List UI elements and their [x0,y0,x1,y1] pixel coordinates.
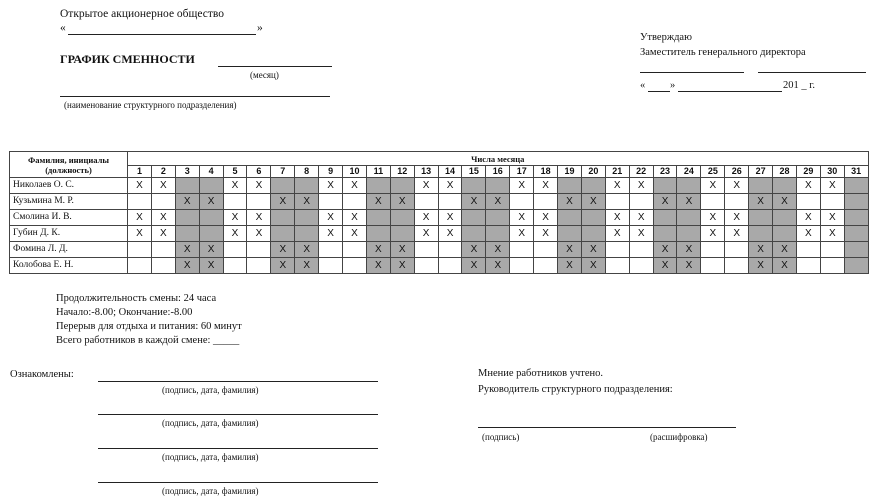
shift-cell [295,210,319,226]
shift-cell [796,194,820,210]
shift-cell [773,210,797,226]
shift-cell: X [605,178,629,194]
shift-cell: X [223,226,247,242]
date-year: 201 _ г. [783,80,815,91]
employee-name: Смолина И. В. [10,210,128,226]
date-month-line [678,91,782,92]
shift-cell [414,258,438,274]
acquainted-hint-1: (подпись, дата, фамилия) [162,385,259,395]
shift-cell: X [151,210,175,226]
shift-cell [247,194,271,210]
manager-decode-hint: (расшифровка) [650,432,708,442]
shift-cell: X [796,226,820,242]
shift-cell: X [820,210,844,226]
shift-cell [343,194,367,210]
employee-row [10,178,869,194]
shift-cell: X [390,242,414,258]
shift-cell [725,242,749,258]
shift-cell: X [462,242,486,258]
shift-cell [558,178,582,194]
shift-cell: X [343,210,367,226]
acquainted-hint-4: (подпись, дата, фамилия) [162,486,259,496]
shift-cell: X [653,258,677,274]
employee-row [10,226,869,242]
shift-cell: X [319,226,343,242]
shift-cell: X [796,178,820,194]
shift-cell: X [510,178,534,194]
shift-cell: X [199,242,223,258]
shift-cell [605,194,629,210]
day-number: 9 [319,166,343,178]
shift-cell: X [295,242,319,258]
day-number: 5 [223,166,247,178]
employee-name: Колобова Е. Н. [10,258,128,274]
manager-sign-line [478,427,736,428]
shift-cell: X [343,226,367,242]
shift-cell [820,258,844,274]
shift-cell: X [677,194,701,210]
approved-label: Утверждаю [640,32,692,43]
shift-cell [749,210,773,226]
shift-cell [271,226,295,242]
shift-cell [414,194,438,210]
shift-cell [366,178,390,194]
shift-cell: X [271,242,295,258]
shift-cell [510,242,534,258]
opinion-line-1: Мнение работников учтено. [478,368,604,379]
dept-hint: (наименование структурного подразделения) [64,100,237,110]
shift-cell: X [701,226,725,242]
shift-cell [749,226,773,242]
shift-cell [223,194,247,210]
day-number: 17 [510,166,534,178]
employee-row [10,258,869,274]
shift-cell [581,210,605,226]
shift-cell: X [820,226,844,242]
day-number: 11 [366,166,390,178]
shift-cell [438,258,462,274]
shift-cell [844,226,868,242]
shift-cell: X [725,178,749,194]
shift-cell: X [773,242,797,258]
shift-cell: X [558,242,582,258]
shift-cell [701,258,725,274]
day-number: 24 [677,166,701,178]
employee-name: Николаев О. С. [10,178,128,194]
shift-cell [199,210,223,226]
shift-cell: X [534,178,558,194]
shift-cell [844,178,868,194]
shift-cell [534,242,558,258]
shift-cell [605,258,629,274]
shift-cell [701,194,725,210]
shift-cell [175,226,199,242]
day-number: 6 [247,166,271,178]
shift-cell: X [796,210,820,226]
shift-cell: X [366,258,390,274]
shift-cell: X [151,178,175,194]
shift-cell [151,242,175,258]
shift-cell [319,194,343,210]
day-number: 4 [199,166,223,178]
shift-cell [629,242,653,258]
shift-cell [271,178,295,194]
shift-cell: X [223,210,247,226]
day-number: 15 [462,166,486,178]
workers-per-shift: Всего работников в каждой смене: _____ [56,335,240,346]
shift-cell [773,178,797,194]
day-number: 14 [438,166,462,178]
day-number: 2 [151,166,175,178]
shift-cell [844,258,868,274]
shift-cell: X [390,194,414,210]
shift-cell: X [414,178,438,194]
shift-cell: X [820,178,844,194]
shift-cell [175,210,199,226]
shift-cell: X [534,210,558,226]
shift-cell [295,178,319,194]
day-number: 8 [295,166,319,178]
manager-sign-hint: (подпись) [482,432,520,442]
shift-cell: X [677,258,701,274]
schedule-table [9,151,869,274]
day-number: 18 [534,166,558,178]
shift-cell: X [629,210,653,226]
shift-cell: X [749,258,773,274]
shift-cell [534,258,558,274]
day-number: 27 [749,166,773,178]
shift-cell: X [223,178,247,194]
shift-cell: X [558,194,582,210]
day-number: 12 [390,166,414,178]
shift-cell: X [295,194,319,210]
acquainted-line-4 [98,482,378,483]
name-column-header: Фамилия, инициалы (должность) [10,152,128,178]
shift-cell [581,178,605,194]
org-name-close-quote: » [257,22,263,34]
date-open-quote: « [640,80,646,91]
shift-cell: X [128,210,152,226]
employee-name: Губин Д. К. [10,226,128,242]
shift-cell: X [629,226,653,242]
employee-name: Фомина Л. Д. [10,242,128,258]
day-number: 19 [558,166,582,178]
shift-cell [438,194,462,210]
shift-cell [605,242,629,258]
employee-row [10,194,869,210]
shift-cell: X [438,178,462,194]
shift-cell [247,258,271,274]
date-day-line [648,91,670,92]
shift-cell: X [581,258,605,274]
shift-cell [343,242,367,258]
shift-cell [677,210,701,226]
shift-cell: X [773,258,797,274]
shift-cell: X [438,210,462,226]
shift-cell [820,194,844,210]
shift-cell [199,226,223,242]
shift-cell [128,242,152,258]
shift-cell [653,178,677,194]
shift-cell [462,226,486,242]
shift-cell [773,226,797,242]
shift-cell: X [343,178,367,194]
day-number: 29 [796,166,820,178]
break-info: Перерыв для отдыха и питания: 60 минут [56,321,242,332]
shift-cell: X [486,194,510,210]
org-name-line [68,34,256,35]
shift-cell: X [725,210,749,226]
day-number: 23 [653,166,677,178]
shift-cell [510,258,534,274]
day-number: 20 [581,166,605,178]
shift-cell [653,226,677,242]
approver-name-line [758,72,866,73]
shift-cell: X [581,194,605,210]
shift-cell [796,258,820,274]
shift-cell: X [462,194,486,210]
shift-cell: X [175,242,199,258]
shift-cell [558,226,582,242]
org-name-open-quote: « [60,22,66,34]
shift-cell [486,178,510,194]
approver-position: Заместитель генерального директора [640,47,806,58]
shift-cell: X [390,258,414,274]
days-header: Числа месяца [128,152,869,166]
shift-cell: X [199,258,223,274]
org-type: Открытое акционерное общество [60,8,224,20]
shift-cell: X [414,210,438,226]
day-number: 1 [128,166,152,178]
shift-cell: X [271,258,295,274]
shift-cell: X [151,226,175,242]
shift-cell [558,210,582,226]
shift-cell: X [175,258,199,274]
shift-cell [151,258,175,274]
shift-cell [725,258,749,274]
shift-cell: X [581,242,605,258]
shift-cell [653,210,677,226]
day-number: 31 [844,166,868,178]
day-number: 7 [271,166,295,178]
shift-cell [820,242,844,258]
opinion-line-2: Руководитель структурного подразделения: [478,384,673,395]
shift-cell: X [247,210,271,226]
acquainted-line-3 [98,448,378,449]
shift-cell: X [271,194,295,210]
day-number: 13 [414,166,438,178]
shift-cell [844,210,868,226]
day-number: 10 [343,166,367,178]
shift-cell [319,242,343,258]
shift-cell [247,242,271,258]
shift-cell: X [366,194,390,210]
employee-row [10,242,869,258]
shift-cell: X [558,258,582,274]
month-hint: (месяц) [250,70,279,80]
employee-name: Кузьмина М. Р. [10,194,128,210]
day-number: 30 [820,166,844,178]
shift-cell [223,242,247,258]
shift-cell [701,242,725,258]
acquainted-hint-2: (подпись, дата, фамилия) [162,418,259,428]
shift-cell [343,258,367,274]
acquainted-line-1 [98,381,378,382]
shift-cell [749,178,773,194]
shift-cell: X [247,226,271,242]
shift-cell [462,178,486,194]
shift-cell [414,242,438,258]
shift-cell [677,178,701,194]
shift-cell [319,258,343,274]
shift-cell: X [199,194,223,210]
page-title: ГРАФИК СМЕННОСТИ [60,52,195,66]
shift-cell: X [175,194,199,210]
day-number: 21 [605,166,629,178]
shift-cell: X [701,178,725,194]
shift-cell [629,194,653,210]
day-number: 3 [175,166,199,178]
day-number: 28 [773,166,797,178]
shift-cell: X [749,194,773,210]
shift-cell: X [438,226,462,242]
shift-duration: Продолжительность смены: 24 часа [56,293,217,304]
shift-cell [462,210,486,226]
shift-cell: X [510,226,534,242]
shift-cell [390,178,414,194]
date-close-quote: » [670,80,676,91]
shift-cell: X [653,194,677,210]
shift-cell: X [128,178,152,194]
shift-cell [629,258,653,274]
shift-cell [128,194,152,210]
shift-cell [486,210,510,226]
acquainted-line-2 [98,414,378,415]
shift-start-end: Начало:-8.00; Окончание:-8.00 [56,307,193,318]
month-line [218,66,332,67]
shift-cell [151,194,175,210]
shift-cell [844,194,868,210]
shift-cell: X [701,210,725,226]
shift-cell: X [486,258,510,274]
shift-cell [366,210,390,226]
shift-cell: X [773,194,797,210]
shift-cell [486,226,510,242]
shift-cell [844,242,868,258]
shift-cell: X [486,242,510,258]
shift-cell [725,194,749,210]
shift-cell: X [128,226,152,242]
shift-cell: X [462,258,486,274]
shift-cell [581,226,605,242]
shift-cell [510,194,534,210]
approver-sign-line [640,72,744,73]
day-number: 22 [629,166,653,178]
shift-cell [390,226,414,242]
shift-cell [438,242,462,258]
shift-cell [534,194,558,210]
acquainted-label: Ознакомлены: [10,369,74,380]
shift-cell: X [605,210,629,226]
shift-cell: X [749,242,773,258]
acquainted-hint-3: (подпись, дата, фамилия) [162,452,259,462]
day-number: 16 [486,166,510,178]
shift-cell: X [653,242,677,258]
shift-cell: X [414,226,438,242]
shift-cell [677,226,701,242]
shift-cell [223,258,247,274]
shift-cell: X [725,226,749,242]
shift-cell: X [534,226,558,242]
shift-cell: X [366,242,390,258]
shift-cell [390,210,414,226]
shift-cell: X [510,210,534,226]
shift-cell: X [677,242,701,258]
shift-cell [271,210,295,226]
dept-line [60,96,330,97]
shift-cell: X [319,178,343,194]
shift-cell [175,178,199,194]
shift-cell [128,258,152,274]
shift-cell: X [605,226,629,242]
shift-cell: X [319,210,343,226]
shift-cell: X [629,178,653,194]
day-number: 26 [725,166,749,178]
shift-cell [295,226,319,242]
employee-row [10,210,869,226]
shift-cell: X [295,258,319,274]
shift-cell [199,178,223,194]
shift-cell: X [247,178,271,194]
shift-cell [796,242,820,258]
day-number: 25 [701,166,725,178]
shift-cell [366,226,390,242]
